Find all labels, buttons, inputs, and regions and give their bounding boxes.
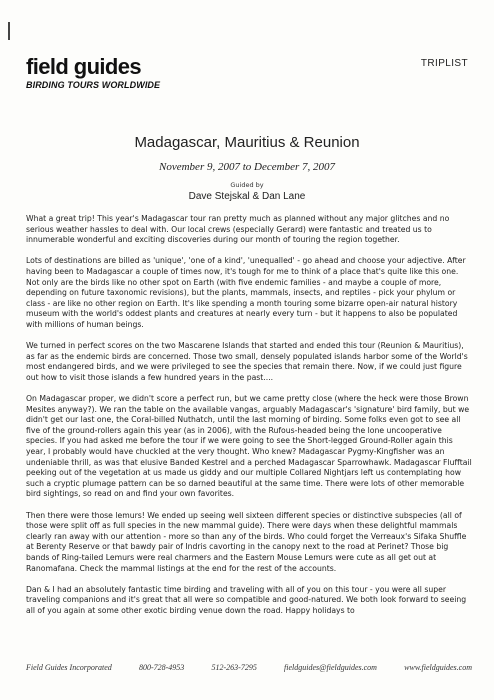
document-footer (26, 663, 472, 672)
paragraph: What a great trip! This year's Madagascar tour ran pretty much as planned without any major glitches and no serious weather hassles to deal with. Our local crews (especially Gerard) were fantastic and treated us to innumerable wonderful and exciting discoveries during our month of touring the region together. (26, 214, 450, 245)
footer-website: www.fieldguides.com (404, 663, 472, 672)
document-header (26, 56, 468, 96)
trip-title: Madagascar, Mauritius & Reunion (134, 134, 360, 151)
paragraph: Dan & I had an absolutely fantastic time birding and traveling with all of you on this tour - you were all super traveling companions and it's great that all were so compatible and good-natured. We both look forward to seeing all of you again at some other exotic birding venue down the road. Happy holidays to (26, 584, 467, 615)
paragraph: Then there were those lemurs! We ended up seeing well sixteen different species or distinctive subspecies (all of those were split off as full species in the new mammal guide). There were days when these delightful mammals clearly ran away with our attention - more so than any of the birds. Who could forget the Verreaux's Sifaka Shuffle at Berenty Reserve or that bawdy pair of Indris cavorting in the canopy next to the road at Perinet? Those big bands of Ring-tailed Lemurs were real charmers and the Eastern Mouse Lemurs were cute as all get out at Ranomafana. Check the mammal listings at the end for the rest of the accounts. (26, 510, 467, 573)
footer-company: Field Guides Incorporated (26, 663, 112, 672)
trip-dates: November 9, 2007 to December 7, 2007 (159, 161, 335, 173)
paragraph: On Madagascar proper, we didn't score a perfect run, but we came pretty close (where the heck were those Brown Mesites anyway?). We ran the table on the available vangas, arguably Madagascar's 'signature' bird family, but we didn't get our last one, the Coral-billed Nuthatch, until the last morning of birding. Some folks even got to see all five of the ground-rollers again this year (as in 2006), with the Rufous-headed being the lone uncooperative species. If you had asked me before the tour if we were going to see the Short-legged Ground-Roller again this year, I probably would have chuckled at the very thought. Who knew? Madagascar Pygmy-Kingfisher was an undeniable thrill, as was that elusive Banded Kestrel and a perched Madagascar Sparrowhawk. Madagascar Flufftail peeking out of the vegetation at us made us giddy and our multiple Collared Nightjars left us contemplating how such a cryptic plumage pattern can be so darned beautiful at the same time. There were lots of other memorable bird sightings, so read on and find your own favorites. (26, 394, 472, 499)
logo-wordmark: field guides (26, 54, 142, 79)
footer-fax: 512-263-7295 (211, 663, 257, 672)
paragraph: We turned in perfect scores on the two Mascarene Islands that started and ended this tour (Reunion & Mauritius), as far as the endemic birds are concerned. Those two small, densely populated islands harbor some of the World's most endangered birds, and we were privileged to see the species that remain there. Now, if we could just figure out how to visit those islands a few hundred years in the past.... (26, 341, 468, 382)
footer-email: fieldguides@fieldguides.com (284, 663, 377, 672)
paragraph: Lots of destinations are billed as 'unique', 'one of a kind', 'unequalled' - go ahead and choose your adjective. After having been to Madagascar a couple of times now, it's tough for me to think of a place that's quite like this one. Not only are the birds like no other spot on Earth (with five endemic families - and maybe a couple of more, depending on future taxonomic revisions), but the plants, mammals, insects, and reptiles - pick your phylum or class - are like no other region on Earth. It's like spending a month touring some bizarre open-air natural history museum with the world's oddest plants and creatures at nearly every turn - but it happens to also be populated with millions of human beings. (26, 256, 466, 329)
trip-narrative (26, 214, 472, 627)
guide-names: Dave Stejskal & Dan Lane (188, 191, 306, 202)
doc-type-label: TRIPLIST (420, 58, 468, 69)
scan-mark (8, 22, 10, 40)
logo-tagline: BIRDING TOURS WORLDWIDE (26, 80, 161, 90)
footer-phone: 800-728-4953 (138, 663, 185, 672)
guided-by-label: Guided by (230, 181, 264, 189)
